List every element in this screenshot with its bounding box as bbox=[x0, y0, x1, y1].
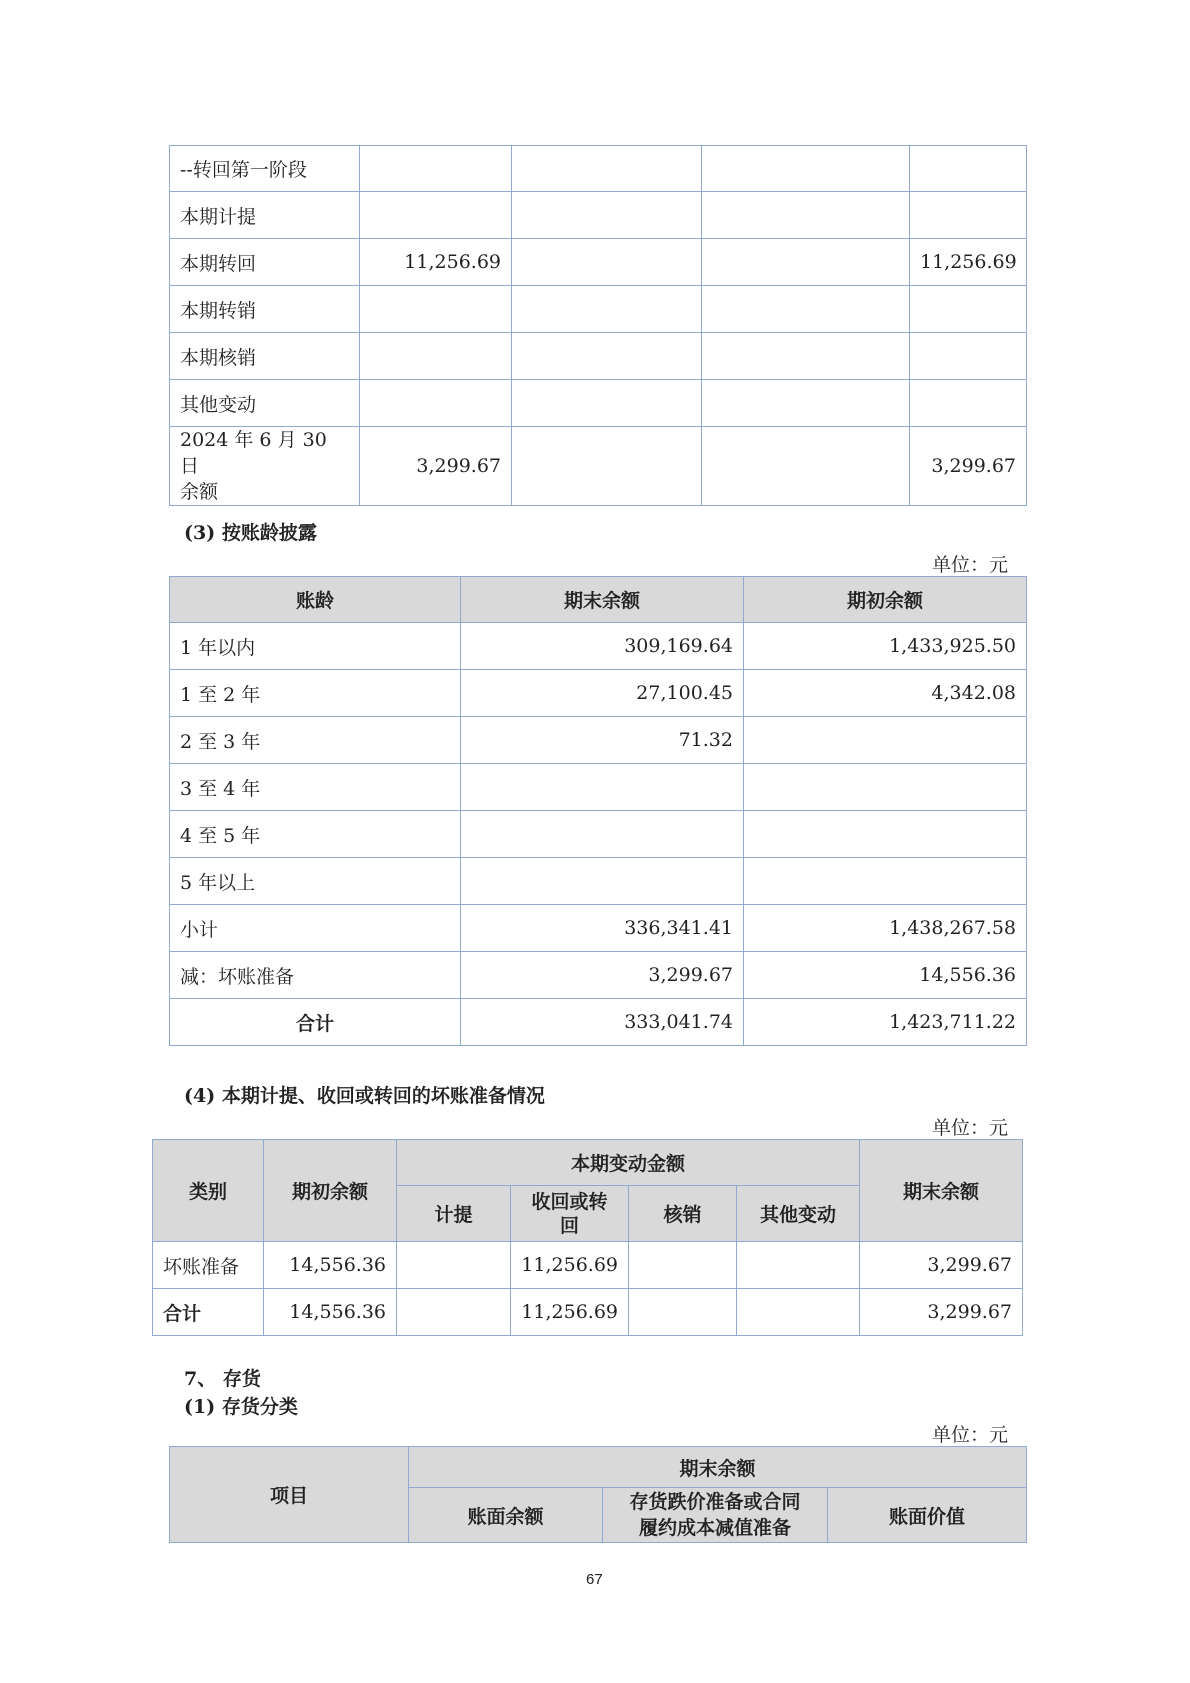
row-label: 2 至 3 年 bbox=[170, 717, 461, 764]
cell-value bbox=[910, 192, 1027, 239]
table-row bbox=[170, 380, 1027, 427]
row-label: 减：坏账准备 bbox=[170, 952, 461, 999]
col-header-end-balance: 期末余额 bbox=[860, 1140, 1023, 1242]
cell-end: 3,299.67 bbox=[860, 1242, 1023, 1289]
row-label-total: 合计 bbox=[170, 999, 461, 1046]
row-label-line2: 余额 bbox=[180, 481, 219, 503]
table-inventory-classification bbox=[169, 1446, 1027, 1543]
table-row bbox=[170, 717, 1027, 764]
cell-value bbox=[910, 380, 1027, 427]
cell-other bbox=[737, 1289, 860, 1336]
table-row bbox=[170, 333, 1027, 380]
cell-value bbox=[702, 239, 910, 286]
unit-label: 单位：元 bbox=[932, 1117, 1009, 1139]
cell-end bbox=[461, 858, 744, 905]
col-header-recover bbox=[511, 1186, 629, 1242]
cell-value bbox=[360, 192, 512, 239]
cell-value: 3,299.67 bbox=[360, 427, 512, 506]
cell-value: 3,299.67 bbox=[910, 427, 1027, 506]
cell-value bbox=[702, 427, 910, 506]
row-label: 坏账准备 bbox=[153, 1242, 264, 1289]
cell-begin: 1,433,925.50 bbox=[744, 623, 1027, 670]
cell-end: 309,169.64 bbox=[461, 623, 744, 670]
row-label: 1 年以内 bbox=[170, 623, 461, 670]
cell-accrue bbox=[397, 1242, 511, 1289]
table-row bbox=[170, 905, 1027, 952]
cell-value bbox=[910, 333, 1027, 380]
cell-value bbox=[702, 380, 910, 427]
cell-value bbox=[910, 286, 1027, 333]
cell-value bbox=[910, 146, 1027, 192]
cell-end: 3,299.67 bbox=[461, 952, 744, 999]
row-label: 本期计提 bbox=[170, 192, 360, 239]
unit-label: 单位：元 bbox=[932, 1424, 1009, 1446]
cell-value bbox=[702, 286, 910, 333]
cell-value bbox=[512, 380, 702, 427]
table-aging bbox=[169, 576, 1027, 1046]
row-label: 其他变动 bbox=[170, 380, 360, 427]
row-label: 本期转回 bbox=[170, 239, 360, 286]
subsection-heading-inventory-classification: (1) 存货分类 bbox=[184, 1396, 298, 1418]
col-header-provision bbox=[603, 1488, 828, 1543]
page-number: 67 bbox=[586, 1571, 603, 1588]
cell-begin bbox=[744, 858, 1027, 905]
cell-end bbox=[461, 811, 744, 858]
cell-value: 11,256.69 bbox=[360, 239, 512, 286]
col-header-begin-balance: 期初余额 bbox=[744, 577, 1027, 623]
cell-begin bbox=[744, 764, 1027, 811]
col-header-category: 类别 bbox=[153, 1140, 264, 1242]
cell-begin: 14,556.36 bbox=[264, 1289, 397, 1336]
cell-end: 71.32 bbox=[461, 717, 744, 764]
cell-value bbox=[512, 146, 702, 192]
table-row bbox=[170, 952, 1027, 999]
section-heading-provision-changes: (4) 本期计提、收回或转回的坏账准备情况 bbox=[184, 1085, 545, 1107]
row-label: 5 年以上 bbox=[170, 858, 461, 905]
col-header-recover-line2: 回 bbox=[559, 1214, 579, 1237]
table-row bbox=[170, 811, 1027, 858]
col-header-provision-line1: 存货跌价准备或合同 bbox=[629, 1491, 801, 1513]
cell-value bbox=[360, 333, 512, 380]
cell-writeoff bbox=[629, 1289, 737, 1336]
cell-end bbox=[461, 764, 744, 811]
cell-value bbox=[512, 192, 702, 239]
cell-begin: 14,556.36 bbox=[264, 1242, 397, 1289]
cell-value bbox=[702, 192, 910, 239]
table-row bbox=[170, 670, 1027, 717]
col-header-provision-line2: 履约成本减值准备 bbox=[638, 1517, 791, 1539]
cell-value bbox=[512, 427, 702, 506]
cell-value bbox=[512, 239, 702, 286]
table-row bbox=[170, 764, 1027, 811]
col-header-aging: 账龄 bbox=[170, 577, 461, 623]
table-row-total bbox=[153, 1289, 1023, 1336]
row-label: 1 至 2 年 bbox=[170, 670, 461, 717]
table-bad-debt-stages bbox=[169, 145, 1027, 506]
cell-value bbox=[702, 333, 910, 380]
cell-value bbox=[360, 146, 512, 192]
unit-label: 单位：元 bbox=[932, 554, 1009, 576]
col-header-end-balance: 期末余额 bbox=[461, 577, 744, 623]
cell-value bbox=[360, 380, 512, 427]
cell-begin bbox=[744, 811, 1027, 858]
col-header-period-change: 本期变动金额 bbox=[397, 1140, 860, 1186]
cell-end: 3,299.67 bbox=[860, 1289, 1023, 1336]
table-provision-changes bbox=[152, 1139, 1023, 1336]
cell-value bbox=[512, 333, 702, 380]
row-label: 本期核销 bbox=[170, 333, 360, 380]
col-header-end-balance: 期末余额 bbox=[409, 1447, 1027, 1488]
cell-end: 333,041.74 bbox=[461, 999, 744, 1046]
row-label: 3 至 4 年 bbox=[170, 764, 461, 811]
cell-value: 11,256.69 bbox=[910, 239, 1027, 286]
table-row bbox=[170, 146, 1027, 192]
row-label: 小计 bbox=[170, 905, 461, 952]
col-header-book-balance: 账面余额 bbox=[409, 1488, 603, 1543]
cell-begin bbox=[744, 717, 1027, 764]
row-label: --转回第一阶段 bbox=[170, 146, 360, 192]
cell-value bbox=[360, 286, 512, 333]
table-row bbox=[170, 623, 1027, 670]
cell-value bbox=[512, 286, 702, 333]
cell-writeoff bbox=[629, 1242, 737, 1289]
cell-end: 336,341.41 bbox=[461, 905, 744, 952]
table-row bbox=[153, 1242, 1023, 1289]
col-header-book-value: 账面价值 bbox=[828, 1488, 1027, 1543]
col-header-writeoff: 核销 bbox=[629, 1186, 737, 1242]
cell-accrue bbox=[397, 1289, 511, 1336]
cell-recover: 11,256.69 bbox=[511, 1242, 629, 1289]
table-row-total bbox=[170, 999, 1027, 1046]
table-row-final-balance bbox=[170, 427, 1027, 506]
row-label bbox=[170, 427, 360, 506]
row-label: 4 至 5 年 bbox=[170, 811, 461, 858]
col-header-recover-line1: 收回或转 bbox=[531, 1190, 608, 1213]
row-label-line1: 2024 年 6 月 30 日 bbox=[180, 429, 327, 477]
cell-begin: 1,423,711.22 bbox=[744, 999, 1027, 1046]
section-heading-aging: (3) 按账龄披露 bbox=[184, 522, 317, 544]
cell-begin: 1,438,267.58 bbox=[744, 905, 1027, 952]
cell-recover: 11,256.69 bbox=[511, 1289, 629, 1336]
cell-other bbox=[737, 1242, 860, 1289]
section-heading-inventory: 7、 存货 bbox=[184, 1368, 261, 1390]
col-header-item: 项目 bbox=[170, 1447, 409, 1543]
col-header-accrue: 计提 bbox=[397, 1186, 511, 1242]
cell-begin: 4,342.08 bbox=[744, 670, 1027, 717]
table-row bbox=[170, 858, 1027, 905]
col-header-other: 其他变动 bbox=[737, 1186, 860, 1242]
table-row bbox=[170, 192, 1027, 239]
cell-begin: 14,556.36 bbox=[744, 952, 1027, 999]
cell-end: 27,100.45 bbox=[461, 670, 744, 717]
table-row bbox=[170, 239, 1027, 286]
row-label-total: 合计 bbox=[153, 1289, 264, 1336]
row-label: 本期转销 bbox=[170, 286, 360, 333]
col-header-begin-balance: 期初余额 bbox=[264, 1140, 397, 1242]
cell-value bbox=[702, 146, 910, 192]
table-row bbox=[170, 286, 1027, 333]
